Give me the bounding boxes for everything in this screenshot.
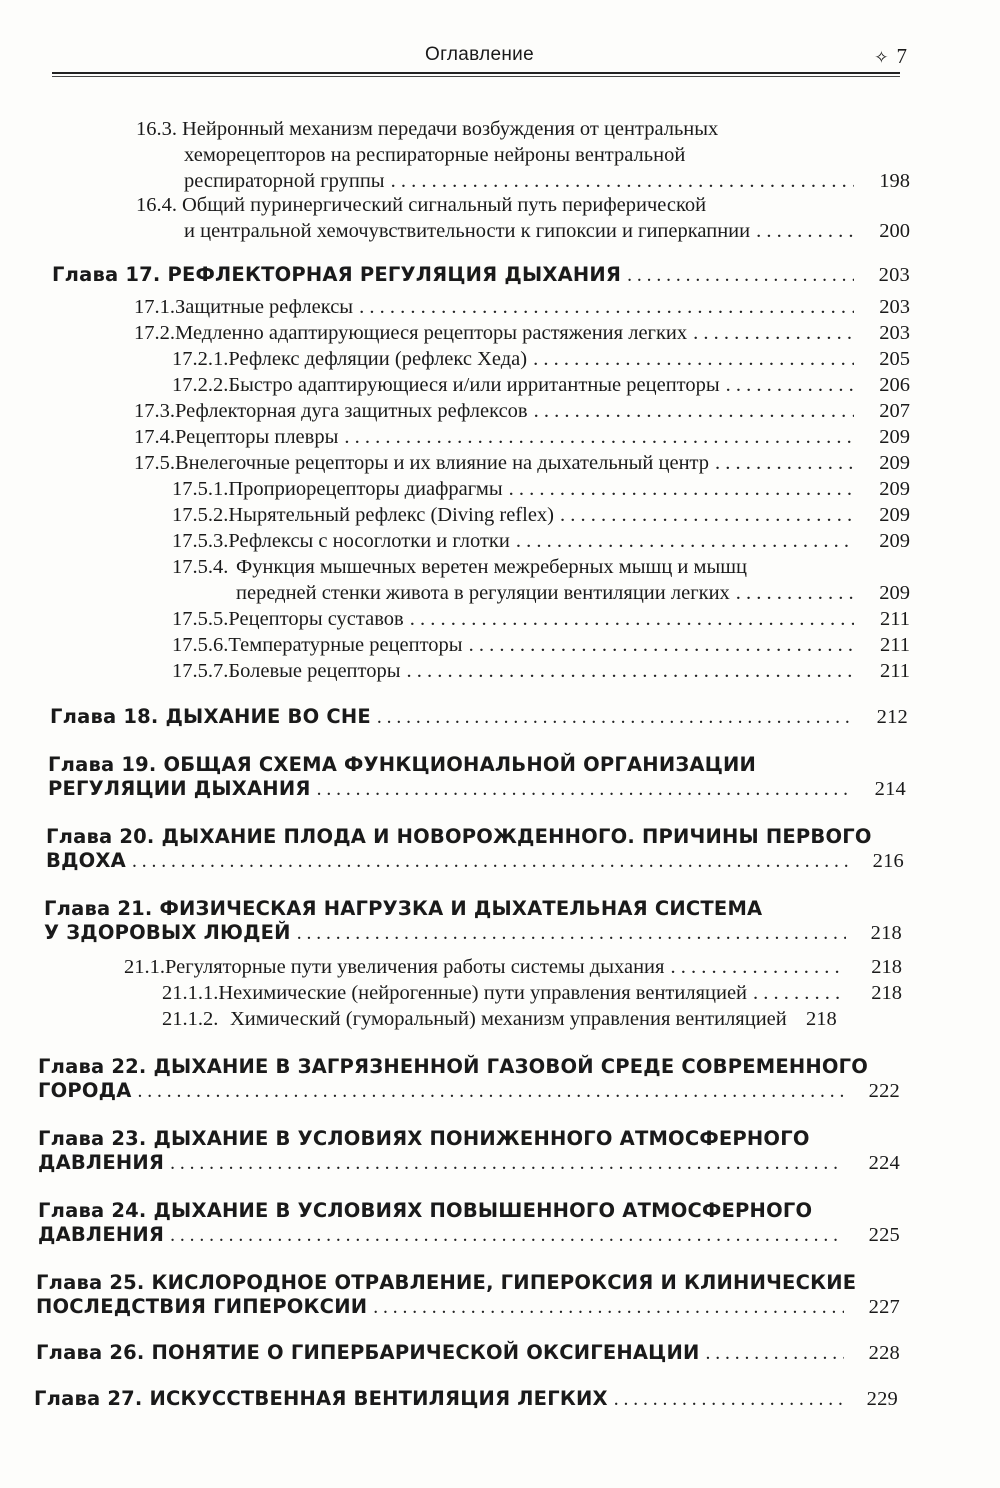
toc-page-number: 209 (879, 452, 910, 474)
page-number (874, 44, 907, 69)
dot-leader (170, 1151, 844, 1177)
toc-entry-text: Рефлексы с носоглотки и глотки (228, 530, 510, 552)
toc-entry-16-3-cont (184, 142, 906, 168)
toc-page-number: 228 (868, 1342, 900, 1364)
toc-entry-17-5-6 (172, 632, 910, 658)
toc-page-number: 207 (879, 400, 910, 422)
toc-entry-17-5-3 (172, 528, 910, 554)
toc-entry-text: Рецепторы плевры (175, 426, 339, 448)
toc-entry-text: Рефлекс дефляции (рефлекс Хеда) (228, 348, 528, 370)
toc-entry-16-3-cont (184, 168, 910, 194)
header-rule-thin (52, 76, 900, 77)
toc-chapter-title: ГОРОДА (38, 1079, 132, 1102)
toc-entry-16-4 (136, 192, 906, 218)
toc-entry-17-5-4-cont (236, 580, 910, 606)
toc-entry-17-5-2 (172, 502, 910, 528)
toc-entry-text: Общий пуринергический сигнальный путь периферической (182, 194, 707, 216)
toc-chapter-title: Глава 19. ОБЩАЯ СХЕМА ФУНКЦИОНАЛЬНОЙ ОРГАНИЗАЦИИ (48, 753, 757, 776)
toc-entry-number: 17.2.1. (172, 348, 229, 370)
toc-chapter-title: РЕГУЛЯЦИИ ДЫХАНИЯ (48, 777, 311, 800)
toc-entry-21-1-2 (162, 1006, 902, 1032)
toc-page-number: 211 (880, 660, 910, 682)
toc-page-number: 203 (879, 296, 910, 318)
toc-entry-text: Болевые рецепторы (228, 660, 401, 682)
toc-entry-text: Рефлекторная дуга защитных рефлексов (175, 400, 528, 422)
toc-entry-text: Медленно адаптирующиеся рецепторы растяжения легких (175, 322, 688, 344)
toc-entry-text: Внелегочные рецепторы и их влияние на дыхательный центр (175, 452, 710, 474)
toc-entry-text: хеморецепторов на респираторные нейроны вентральной (184, 144, 686, 166)
toc-chapter-title: Глава 26. ПОНЯТИЕ О ГИПЕРБАРИЧЕСКОЙ ОКСИГЕНАЦИИ (36, 1341, 700, 1364)
toc-page-number: 209 (879, 530, 910, 552)
dot-leader (627, 263, 854, 289)
toc-chapter-25 (36, 1270, 900, 1296)
toc-entry-number: 17.2.2. (172, 374, 229, 396)
toc-chapter-19-cont (48, 776, 906, 803)
running-head (52, 42, 907, 72)
toc-entry-text: передней стенки живота в регуляции вентиляции легких (236, 582, 730, 604)
toc-page-number: 214 (874, 778, 906, 800)
toc-page-number: 218 (870, 922, 902, 944)
toc-chapter-18 (50, 704, 908, 731)
dot-leader (469, 632, 854, 658)
toc-chapter-title: Глава 20. ДЫХАНИЕ ПЛОДА И НОВОРОЖДЕННОГО. ПРИЧИНЫ ПЕРВОГО (46, 825, 872, 848)
toc-entry-number: 17.5.2. (172, 504, 229, 526)
dot-leader (516, 528, 854, 554)
toc-entry-text: Регуляторные пути увеличения работы системы дыхания (165, 956, 665, 978)
dot-leader (670, 954, 846, 980)
dot-leader (297, 921, 846, 947)
toc-page-number: 206 (879, 374, 910, 396)
toc-page-number: 218 (805, 1008, 837, 1030)
toc-entry-17-5-5 (172, 606, 910, 632)
toc-page-number: 211 (880, 634, 910, 656)
page-number-value: 7 (896, 44, 907, 68)
toc-chapter-24 (38, 1198, 900, 1224)
toc-entry-17-5-7 (172, 658, 910, 684)
toc-page-number: 222 (868, 1080, 900, 1102)
ornament-icon: ✧ (874, 48, 889, 67)
dot-leader (410, 606, 854, 632)
toc-entry-text: Быстро адаптирующиеся и/или ирритантные рецепторы (228, 374, 720, 396)
toc-page-number: 216 (872, 850, 904, 872)
dot-leader (756, 218, 854, 244)
toc-chapter-title: Глава 17. РЕФЛЕКТОРНАЯ РЕГУЛЯЦИЯ ДЫХАНИЯ (52, 263, 622, 286)
toc-entry-17-5 (134, 450, 910, 476)
toc-chapter-title: ДАВЛЕНИЯ (38, 1223, 165, 1246)
toc-entry-number: 21.1. (124, 956, 165, 978)
dot-leader (317, 777, 850, 803)
dot-leader (138, 1079, 844, 1105)
toc-entry-17-5-4 (172, 554, 906, 580)
toc-entry-number: 21.1.1. (162, 982, 219, 1004)
dot-leader (170, 1223, 844, 1249)
toc-entry-number: 17.3. (134, 400, 175, 422)
toc-chapter-21 (44, 896, 904, 922)
toc-entry-text: Функция мышечных веретен межреберных мышц и мышц (236, 556, 748, 578)
toc-page-number: 218 (871, 982, 902, 1004)
toc-chapter-title: Глава 21. ФИЗИЧЕСКАЯ НАГРУЗКА И ДЫХАТЕЛЬНАЯ СИСТЕМА (44, 897, 763, 920)
toc-chapter-24-cont (38, 1222, 900, 1249)
toc-entry-text: Химический (гуморальный) механизм управления вентиляцией (230, 1008, 787, 1030)
toc-chapter-19 (48, 752, 908, 778)
toc-entry-21-1 (124, 954, 902, 980)
toc-chapter-title: ВДОХА (46, 849, 126, 872)
toc-entry-16-3 (136, 116, 906, 142)
toc-entry-text: Нырятельный рефлекс (Diving reflex) (228, 504, 555, 526)
toc-entry-number: 17.4. (134, 426, 175, 448)
dot-leader (406, 658, 854, 684)
toc-entry-17-5-1 (172, 476, 910, 502)
dot-leader (359, 294, 854, 320)
toc-chapter-20-cont (46, 848, 904, 875)
toc-page-number: 203 (878, 264, 910, 286)
toc-chapter-21-cont (44, 920, 902, 947)
header-rule-thick (52, 72, 900, 74)
toc-chapter-26 (36, 1340, 900, 1367)
dot-leader (726, 372, 854, 398)
dot-leader (534, 398, 854, 424)
toc-page-number: 209 (879, 582, 910, 604)
toc-chapter-title: Глава 22. ДЫХАНИЕ В ЗАГРЯЗНЕННОЙ ГАЗОВОЙ СРЕДЕ СОВРЕМЕННОГО (38, 1055, 869, 1078)
dot-leader (377, 705, 852, 731)
toc-page-number: 209 (879, 478, 910, 500)
toc-chapter-title: Глава 27. ИСКУССТВЕННАЯ ВЕНТИЛЯЦИЯ ЛЕГКИХ (34, 1387, 608, 1410)
toc-entry-17-3 (134, 398, 910, 424)
dot-leader (560, 502, 854, 528)
toc-entry-number: 21.1.2. (162, 1008, 219, 1030)
toc-entry-text: Нехимические (нейрогенные) пути управления вентиляцией (218, 982, 748, 1004)
toc-page-number: 209 (879, 504, 910, 526)
toc-page-number: 212 (876, 706, 908, 728)
toc-chapter-20 (46, 824, 906, 850)
toc-entry-number: 17.5.5. (172, 608, 229, 630)
toc-page-number: 224 (868, 1152, 900, 1174)
toc-entry-21-1-1 (162, 980, 902, 1006)
toc-chapter-title: ДАВЛЕНИЯ (38, 1151, 165, 1174)
toc-chapter-title: ПОСЛЕДСТВИЯ ГИПЕРОКСИИ (36, 1295, 368, 1318)
toc-page-number: 205 (879, 348, 910, 370)
dot-leader (344, 424, 854, 450)
dot-leader (533, 346, 854, 372)
toc-entry-17-1 (134, 294, 910, 320)
toc-entry-number: 17.5.1. (172, 478, 229, 500)
toc-entry-text: Температурные рецепторы (228, 634, 463, 656)
dot-leader (736, 580, 854, 606)
toc-page-number: 225 (868, 1224, 900, 1246)
toc-entry-number: 17.1. (134, 296, 175, 318)
toc-chapter-17 (52, 262, 910, 289)
toc-chapter-23-cont (38, 1150, 900, 1177)
toc-page-number: 203 (879, 322, 910, 344)
toc-entry-text: Нейронный механизм передачи возбуждения от центральных (182, 118, 719, 140)
dot-leader (509, 476, 854, 502)
dot-leader (753, 980, 846, 1006)
toc-chapter-25-cont (36, 1294, 900, 1321)
dot-leader (715, 450, 854, 476)
toc-entry-number: 17.5. (134, 452, 175, 474)
toc-entry-number: 17.5.6. (172, 634, 229, 656)
toc-chapter-title: Глава 18. ДЫХАНИЕ ВО СНЕ (50, 705, 371, 728)
toc-chapter-title: Глава 23. ДЫХАНИЕ В УСЛОВИЯХ ПОНИЖЕННОГО АТМОСФЕРНОГО (38, 1127, 810, 1150)
toc-entry-text: Проприорецепторы диафрагмы (228, 478, 503, 500)
toc-entry-16-4-cont (184, 218, 910, 244)
toc-page-number: 229 (866, 1388, 898, 1410)
toc-entry-number: 17.5.4. (172, 556, 229, 578)
toc-entry-text: и центральной хемочувствительности к гипоксии и гиперкапнии (184, 220, 751, 242)
toc-page-number: 227 (868, 1296, 900, 1318)
toc-entry-text: Рецепторы суставов (228, 608, 404, 630)
toc-entry-number: 16.4. (136, 194, 177, 216)
dot-leader (391, 168, 854, 194)
toc-page-number: 211 (880, 608, 910, 630)
toc-chapter-22-cont (38, 1078, 900, 1105)
toc-chapter-23 (38, 1126, 900, 1152)
toc-entry-number: 17.5.3. (172, 530, 229, 552)
toc-chapter-22 (38, 1054, 900, 1080)
dot-leader (614, 1387, 842, 1413)
toc-entry-17-4 (134, 424, 910, 450)
toc-entry-17-2-2 (172, 372, 910, 398)
toc-chapter-27 (34, 1386, 898, 1413)
dot-leader (132, 849, 848, 875)
running-title: Оглавление (425, 44, 534, 65)
dot-leader (373, 1295, 844, 1321)
toc-chapter-title: У ЗДОРОВЫХ ЛЮДЕЙ (44, 921, 291, 944)
toc-page-number: 200 (879, 220, 910, 242)
dot-leader (706, 1341, 844, 1367)
toc-entry-text: Защитные рефлексы (175, 296, 354, 318)
toc-entry-number: 17.2. (134, 322, 175, 344)
toc-entry-number: 17.5.7. (172, 660, 229, 682)
toc-page-number: 209 (879, 426, 910, 448)
dot-leader (693, 320, 854, 346)
toc-page-number: 198 (879, 170, 910, 192)
toc-entry-17-2 (134, 320, 910, 346)
toc-entry-text: респираторной группы (184, 170, 385, 192)
toc-entry-17-2-1 (172, 346, 910, 372)
toc-chapter-title: Глава 24. ДЫХАНИЕ В УСЛОВИЯХ ПОВЫШЕННОГО АТМОСФЕРНОГО (38, 1199, 813, 1222)
toc-chapter-title: Глава 25. КИСЛОРОДНОЕ ОТРАВЛЕНИЕ, ГИПЕРОКСИЯ И КЛИНИЧЕСКИЕ (36, 1271, 857, 1294)
toc-page-number: 218 (871, 956, 902, 978)
toc-entry-number: 16.3. (136, 118, 177, 140)
